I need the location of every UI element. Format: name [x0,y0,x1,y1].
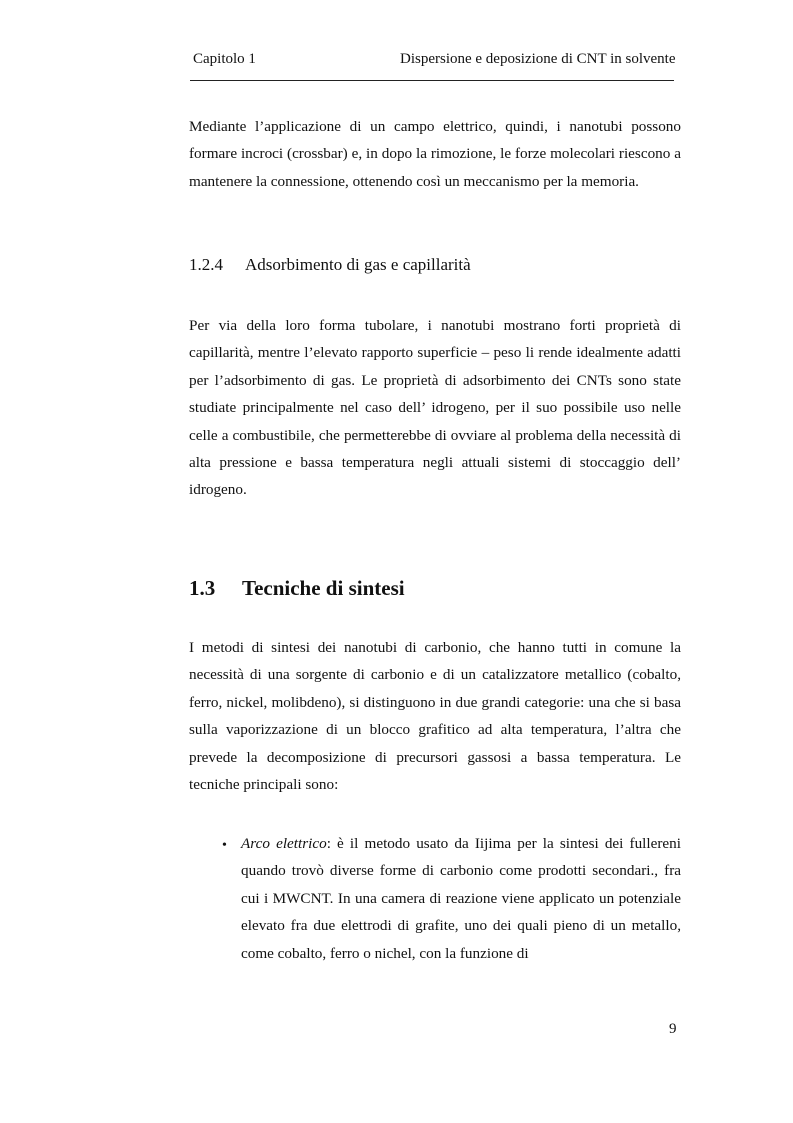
paragraph-crossbar-memory: Mediante l’applicazione di un campo elettrico, quindi, i nanotubi possono formare incroci (crossbar) e, in dopo la rimozione, le forze molecolari riescono a mantenere la connessione, ottenendo così un meccanismo per la memoria. [189,118,681,190]
header-running-title: Dispersione e deposizione di CNT in solvente [400,51,676,67]
paragraph-synthesis-methods: I metodi di sintesi dei nanotubi di carbonio, che hanno tutti in comune la necessità di una sorgente di carbonio e di un catalizzatore metallico (cobalto, ferro, nickel, molibdeno), si distinguono in due grandi categorie: una che si basa sulla vaporizzazione di un blocco grafitico ad alta temperatura, l’altra che prevede la decomposizione di precursori gassosi a bassa temperatura. Le tecniche principali sono: [189,639,681,794]
bullet-item-arc-discharge [241,830,681,967]
header-rule [190,80,674,81]
subsection-heading [189,253,471,277]
section-heading [189,574,405,602]
section-number: 1.3 [189,576,216,600]
section-title: Tecniche di sintesi [242,576,405,600]
header-chapter: Capitolo 1 [193,51,256,67]
bullet-term: Arco elettrico [241,835,327,852]
paragraph-gas-adsorption: Per via della loro forma tubolare, i nanotubi mostrano forti proprietà di capillarità, mentre l’elevato rapporto superficie – peso li rende idealmente adatti per l’adsorbimento di gas. Le proprietà di adsorbimento dei CNTs sono state studiate principalmente nel caso dell’ idrogeno, per il suo possibile uso nelle celle a combustibile, che permetterebbe di ovviare al problema della necessità di alta pressione e bassa temperatura negli attuali sistemi di stoccaggio dell’ idrogeno. [189,317,681,499]
bullet-description: : è il metodo usato da Iijima per la sintesi dei fullereni quando trovò diverse forme di carbonio come prodotti secondari., fra cui i MWCNT. In una camera di reazione viene applicato un potenziale elevato fra due elettrodi di grafite, uno dei quali pieno di un metallo, come cobalto, ferro o nichel, con la funzione di [241,835,681,962]
subsection-title: Adsorbimento di gas e capillarità [245,255,471,274]
page-number: 9 [669,1021,677,1037]
bullet-marker: • [222,838,227,853]
subsection-number: 1.2.4 [189,255,223,274]
